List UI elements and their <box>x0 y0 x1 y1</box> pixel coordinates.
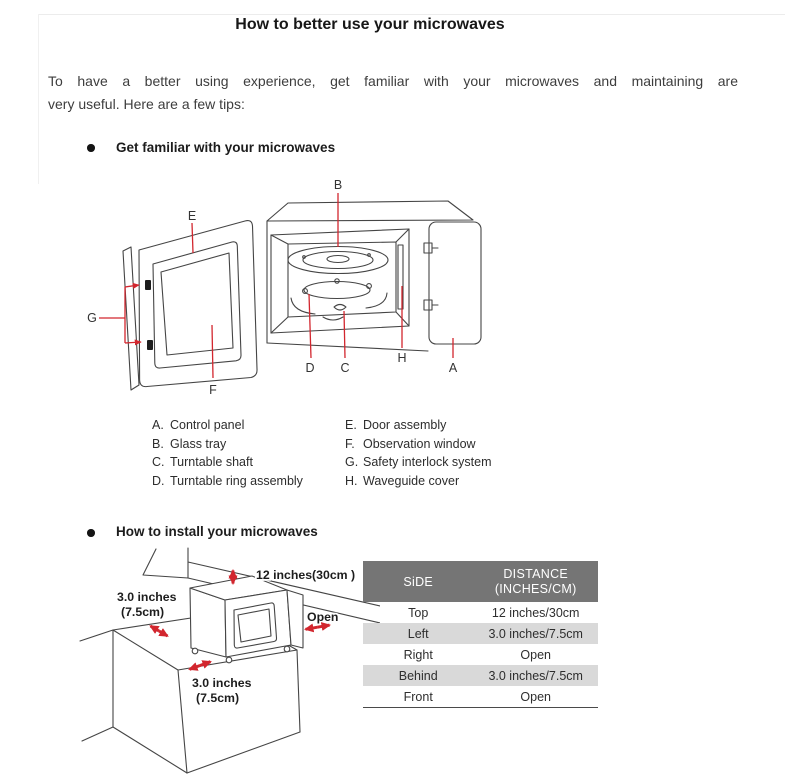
part-name: Safety interlock system <box>363 455 492 470</box>
part-key: C. <box>152 455 165 470</box>
part-name: Waveguide cover <box>363 473 460 488</box>
part-key: F. <box>345 436 355 451</box>
safety-interlock-latches <box>145 280 153 350</box>
part-name: Observation window <box>363 436 476 451</box>
part-key: A. <box>152 418 164 432</box>
cell-side: Front <box>403 689 433 704</box>
part-item <box>345 472 492 491</box>
cell-distance: 12 inches/30cm <box>491 605 580 620</box>
header-distance <box>473 567 598 597</box>
cell-distance: Open <box>520 647 551 662</box>
leader-g-arrow-top <box>125 285 139 287</box>
turntable-shaft <box>334 305 346 311</box>
part-name: Door assembly <box>363 418 447 432</box>
part-item <box>152 453 303 472</box>
bullet-icon <box>87 529 95 537</box>
header-distance-line2: (INCHES/CM) <box>494 581 577 596</box>
cell-distance: 3.0 inches/7.5cm <box>488 626 583 641</box>
callout-h-label: H <box>397 351 407 365</box>
door-assembly <box>123 221 257 390</box>
microwave-foot <box>192 648 198 654</box>
callout-c-label: C <box>340 361 350 375</box>
callout-f-label: F <box>209 383 217 397</box>
intro-line-1: To have a better using experience, get familiar with your microwaves and maintaining are <box>48 73 738 89</box>
cavity-back-wall <box>288 242 396 317</box>
bullet-icon <box>87 144 95 152</box>
leader-e <box>192 223 193 253</box>
part-key: H. <box>345 473 358 488</box>
cell-distance: 3.0 inches/7.5cm <box>488 668 583 683</box>
part-key: E. <box>345 418 357 432</box>
cell-side: Left <box>407 626 429 641</box>
turntable-ring <box>303 279 372 299</box>
microwave-foot <box>284 646 290 652</box>
table-row <box>363 602 598 623</box>
left-clearance-label-2: (7.5cm) <box>121 605 165 619</box>
part-item <box>345 416 492 435</box>
clearance-table <box>363 561 598 708</box>
callout-g-label: G <box>87 311 97 325</box>
left-clearance-label-1: 3.0 inches <box>117 590 177 604</box>
part-name: Turntable shaft <box>170 455 253 470</box>
header-distance-line1: DISTANCE <box>503 566 569 581</box>
cell-side: Right <box>403 647 433 662</box>
part-name: Glass tray <box>170 436 227 451</box>
parts-list-right <box>345 416 492 490</box>
front-clearance-label-2: (7.5cm) <box>196 691 240 705</box>
callout-d-label: D <box>305 361 315 375</box>
part-item <box>152 472 303 491</box>
right-clearance-label: Open <box>307 610 339 624</box>
page-edge-left <box>38 14 39 184</box>
glass-tray <box>288 247 388 274</box>
installation-clearance-figure <box>60 545 380 783</box>
microwave-parts-figure <box>85 173 495 408</box>
part-item <box>345 435 492 454</box>
part-key: G. <box>345 455 359 470</box>
section-heading-install: How to install your microwaves <box>116 524 318 539</box>
right-clearance-arrow <box>318 625 330 627</box>
cell-side: Behind <box>398 668 438 683</box>
body-top-face <box>267 201 473 221</box>
table-row <box>363 665 598 686</box>
table-row <box>363 644 598 665</box>
microwave-line-art <box>123 201 481 390</box>
part-item <box>152 416 303 435</box>
section-heading-familiar: Get familiar with your microwaves <box>116 140 336 155</box>
table-row <box>363 623 598 644</box>
leader-g-arrow-bottom <box>125 342 141 343</box>
parts-list-left <box>152 416 303 490</box>
page-edge-top <box>38 14 785 15</box>
clearance-table-header <box>363 561 598 602</box>
part-name: Turntable ring assembly <box>170 473 303 488</box>
callout-a-label: A <box>448 361 458 375</box>
right-clearance-arrow <box>306 627 318 629</box>
leader-f <box>212 325 213 378</box>
part-item <box>152 435 303 454</box>
part-key: B. <box>152 436 164 451</box>
leader-d <box>309 294 311 358</box>
part-name: Control panel <box>170 418 245 432</box>
part-item <box>345 453 492 472</box>
table-bottom-rule <box>363 707 598 708</box>
microwave-foot <box>226 657 232 663</box>
intro-line-2: very useful. Here are a few tips: <box>48 95 245 112</box>
control-panel <box>424 222 481 344</box>
front-clearance-label-1: 3.0 inches <box>192 676 252 690</box>
table-row <box>363 686 598 707</box>
leader-c <box>344 311 345 358</box>
intro-paragraph <box>48 70 738 115</box>
install-microwave <box>190 576 303 663</box>
part-key: D. <box>152 473 165 488</box>
callout-e-label: E <box>187 209 197 223</box>
header-side: SiDE <box>403 574 434 589</box>
top-clearance-label: 12 inches(30cm ) <box>256 568 356 582</box>
callout-b-label: B <box>333 178 343 192</box>
page-title: How to better use your microwaves <box>235 16 505 33</box>
cell-distance: Open <box>520 689 551 704</box>
cell-side: Top <box>408 605 429 620</box>
